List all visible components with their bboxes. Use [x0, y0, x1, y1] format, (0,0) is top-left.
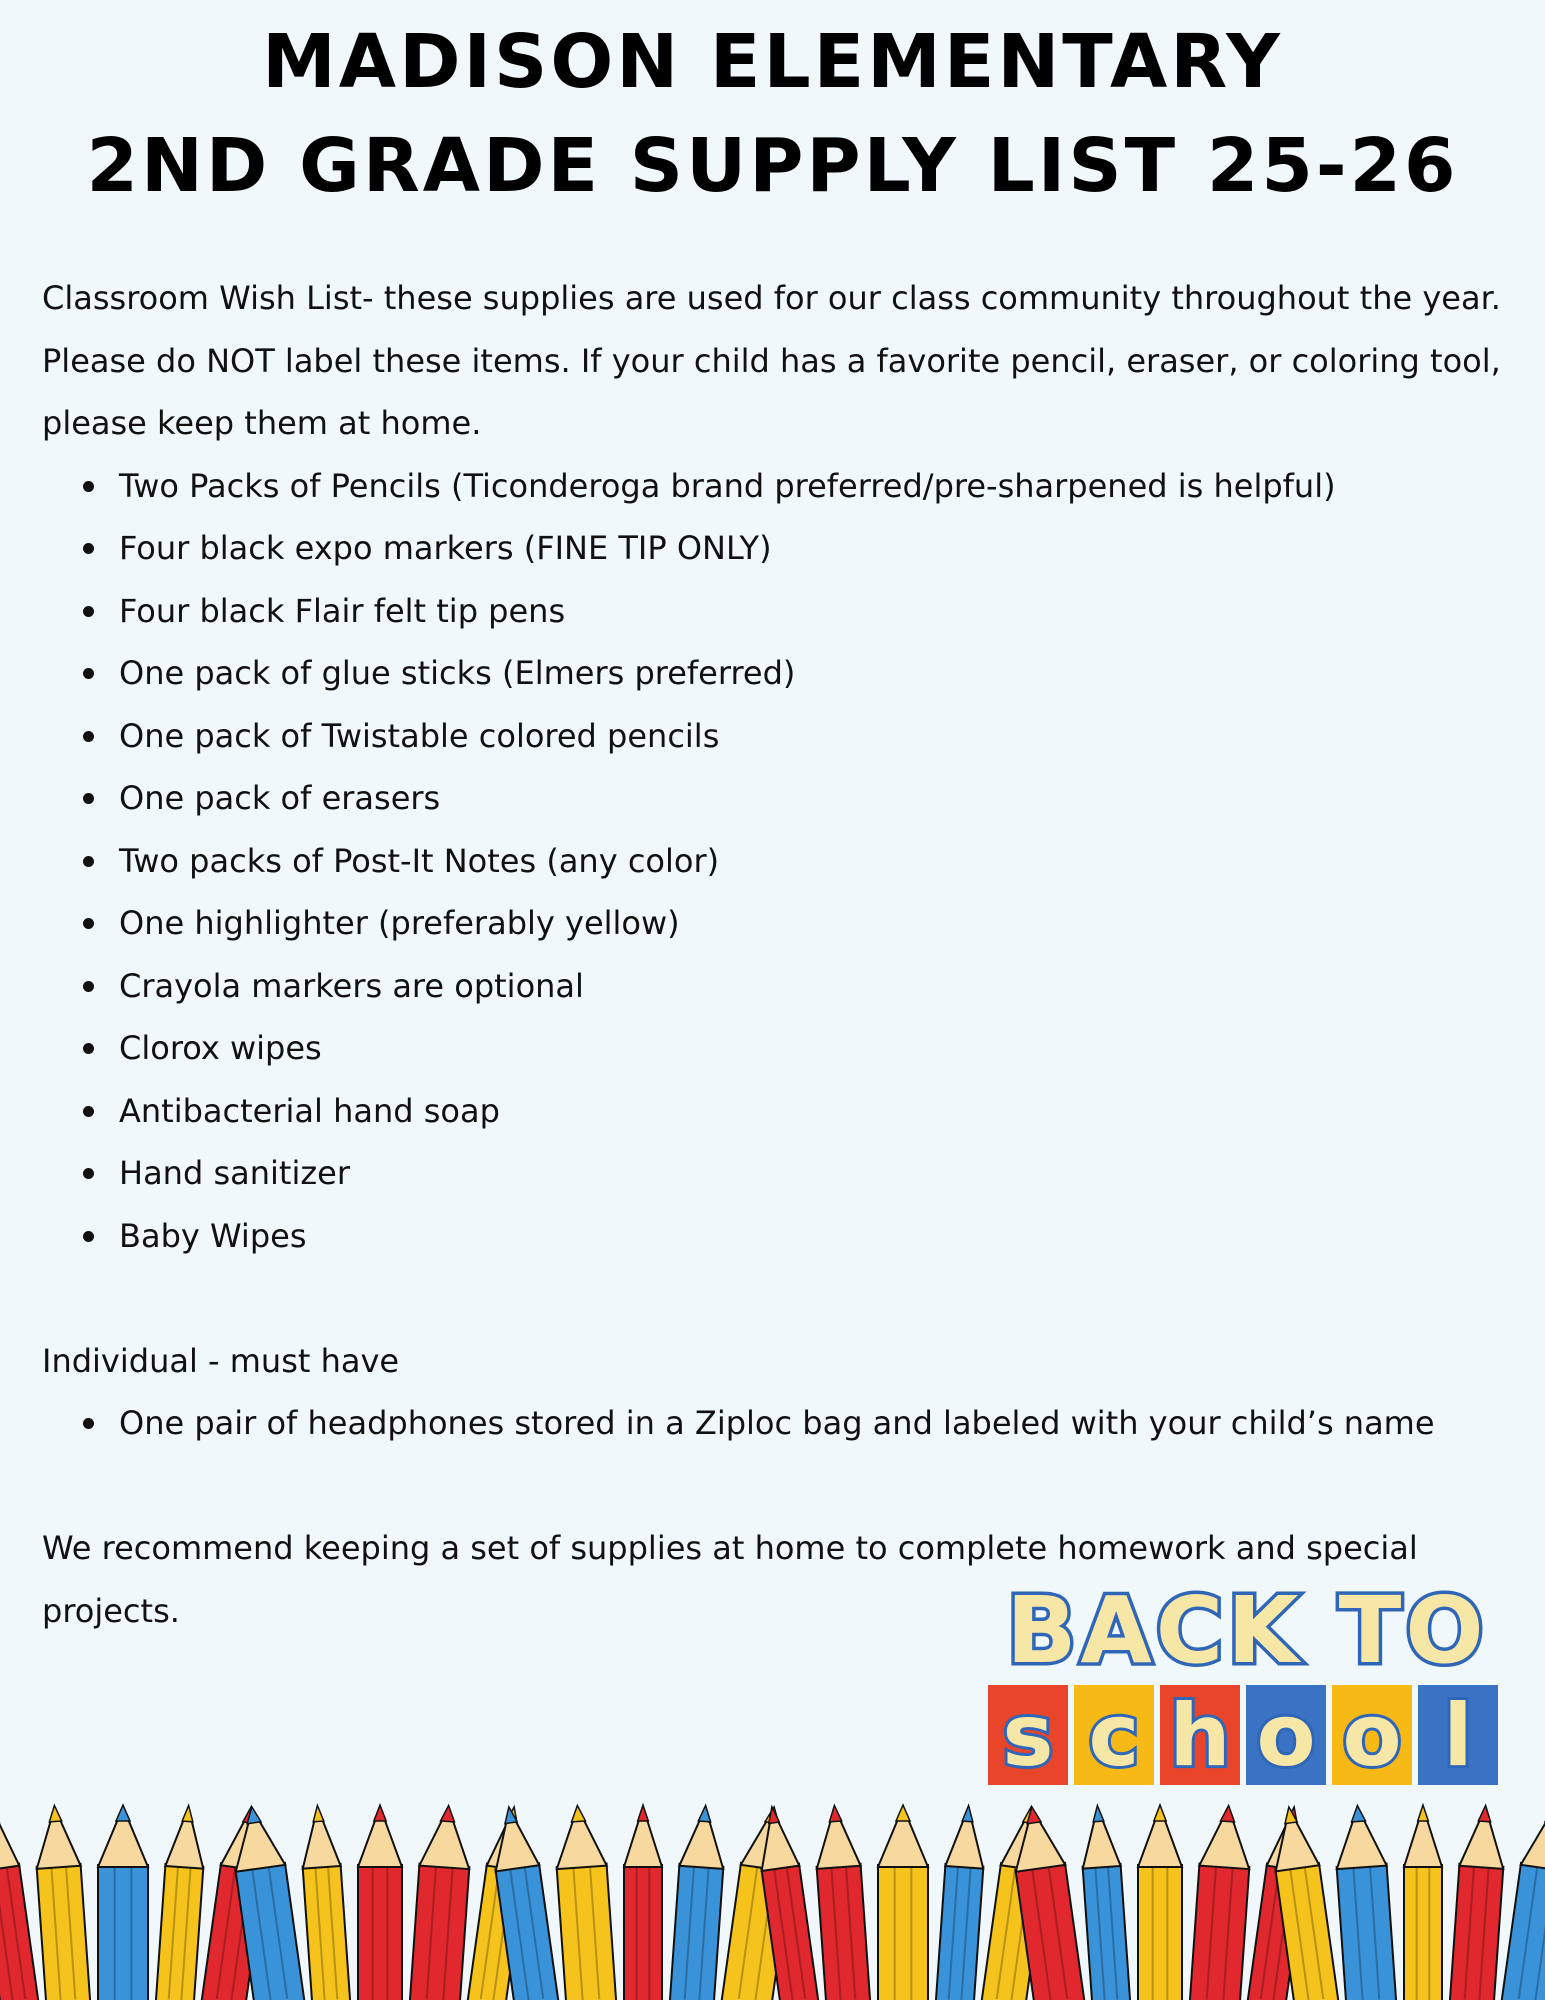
list-item: One pack of erasers: [119, 767, 1512, 830]
svg-text:s: s: [1002, 1686, 1054, 1786]
logo-letter-tile: [1160, 1685, 1240, 1786]
list-item: Two Packs of Pencils (Ticonderoga brand preferred/pre-sharpened is helpful): [119, 455, 1512, 518]
logo-school-tiles: [988, 1685, 1498, 1786]
wish-list-intro-line-2: Please do NOT label these items. If your child has a favorite pencil, eraser, or coloring tool,: [42, 341, 1501, 380]
svg-text:o: o: [1256, 1686, 1316, 1786]
bullet-icon: [83, 1043, 94, 1054]
list-item: One pack of glue sticks (Elmers preferred): [119, 642, 1512, 705]
closing-note: We recommend keeping a set of supplies at home to complete homework and special projects.: [42, 1529, 1418, 1630]
logo-letter-tile: [988, 1685, 1068, 1786]
svg-text:o: o: [1342, 1686, 1402, 1786]
list-item: Clorox wipes: [119, 1017, 1512, 1080]
pencil-icon: [1404, 1805, 1442, 2000]
bullet-icon: [83, 1231, 94, 1242]
bullet-icon: [83, 668, 94, 679]
logo-back-to-text: BACK TO: [1006, 1577, 1488, 1684]
logo-letter-tile: [1074, 1685, 1154, 1786]
bullet-icon: [83, 1106, 94, 1117]
pencil-icon: [1445, 1804, 1507, 2000]
spacer: [42, 1267, 1512, 1330]
pencil-icon: [1138, 1805, 1182, 2000]
bullet-icon: [83, 1168, 94, 1179]
bullet-icon: [83, 543, 94, 554]
bullet-icon: [83, 793, 94, 804]
back-to-school-logo: [982, 1570, 1512, 1795]
bullet-icon: [83, 1418, 94, 1429]
supply-list-body: [42, 267, 1512, 1642]
pencil-icon: [812, 1804, 874, 2000]
list-item: Two packs of Post-It Notes (any color): [119, 830, 1512, 893]
pencil-icon: [878, 1805, 928, 2000]
page-title: [0, 10, 1545, 218]
bullet-icon: [83, 731, 94, 742]
pencil-icon: [405, 1804, 473, 2000]
list-item: One pair of headphones stored in a Ziploc bag and labeled with your child’s name: [119, 1392, 1512, 1455]
pencil-icon: [298, 1804, 354, 2000]
spacer: [42, 1455, 1512, 1518]
svg-text:l: l: [1443, 1686, 1473, 1786]
pencil-icon: [665, 1804, 727, 2000]
list-item: One highlighter (preferably yellow): [119, 892, 1512, 955]
pencil-icon: [32, 1804, 94, 2000]
svg-text:c: c: [1088, 1686, 1140, 1786]
pencil-border: [0, 1795, 1545, 2000]
title-line-list: 2ND GRADE SUPPLY LIST 25-26: [86, 123, 1459, 209]
wish-list-items: [42, 455, 1512, 1268]
bullet-icon: [83, 481, 94, 492]
bullet-icon: [83, 918, 94, 929]
bullet-icon: [83, 981, 94, 992]
list-item: One pack of Twistable colored pencils: [119, 705, 1512, 768]
pencil-icon: [1332, 1804, 1400, 2000]
list-item: Crayola markers are optional: [119, 955, 1512, 1018]
title-line-school: MADISON ELEMENTARY: [262, 19, 1283, 105]
list-item: Four black Flair felt tip pens: [119, 580, 1512, 643]
logo-letter-tile: [1246, 1685, 1326, 1786]
wish-list-intro-line-3: please keep them at home.: [42, 404, 482, 442]
list-item: Four black expo markers (FINE TIP ONLY): [119, 517, 1512, 580]
list-item: Antibacterial hand soap: [119, 1080, 1512, 1143]
list-item: Baby Wipes: [119, 1205, 1512, 1268]
individual-items: [42, 1392, 1512, 1455]
bullet-icon: [83, 856, 94, 867]
wish-list-intro-line-1: Classroom Wish List- these supplies are used for our class community throughout the year.: [42, 279, 1501, 317]
pencil-icon: [358, 1805, 402, 2000]
pencil-icon: [931, 1804, 987, 2000]
logo-letter-tile: [1418, 1685, 1498, 1786]
list-item: Hand sanitizer: [119, 1142, 1512, 1205]
pencil-icon: [1078, 1804, 1134, 2000]
pencil-icon: [1185, 1804, 1253, 2000]
bullet-icon: [83, 606, 94, 617]
pencil-icon: [98, 1805, 148, 2000]
pencil-icon: [552, 1804, 620, 2000]
pencil-icon: [151, 1804, 207, 2000]
logo-letter-tile: [1332, 1685, 1412, 1786]
svg-text:h: h: [1169, 1686, 1231, 1786]
pencil-icon: [624, 1805, 662, 2000]
individual-heading: Individual - must have: [42, 1341, 400, 1380]
